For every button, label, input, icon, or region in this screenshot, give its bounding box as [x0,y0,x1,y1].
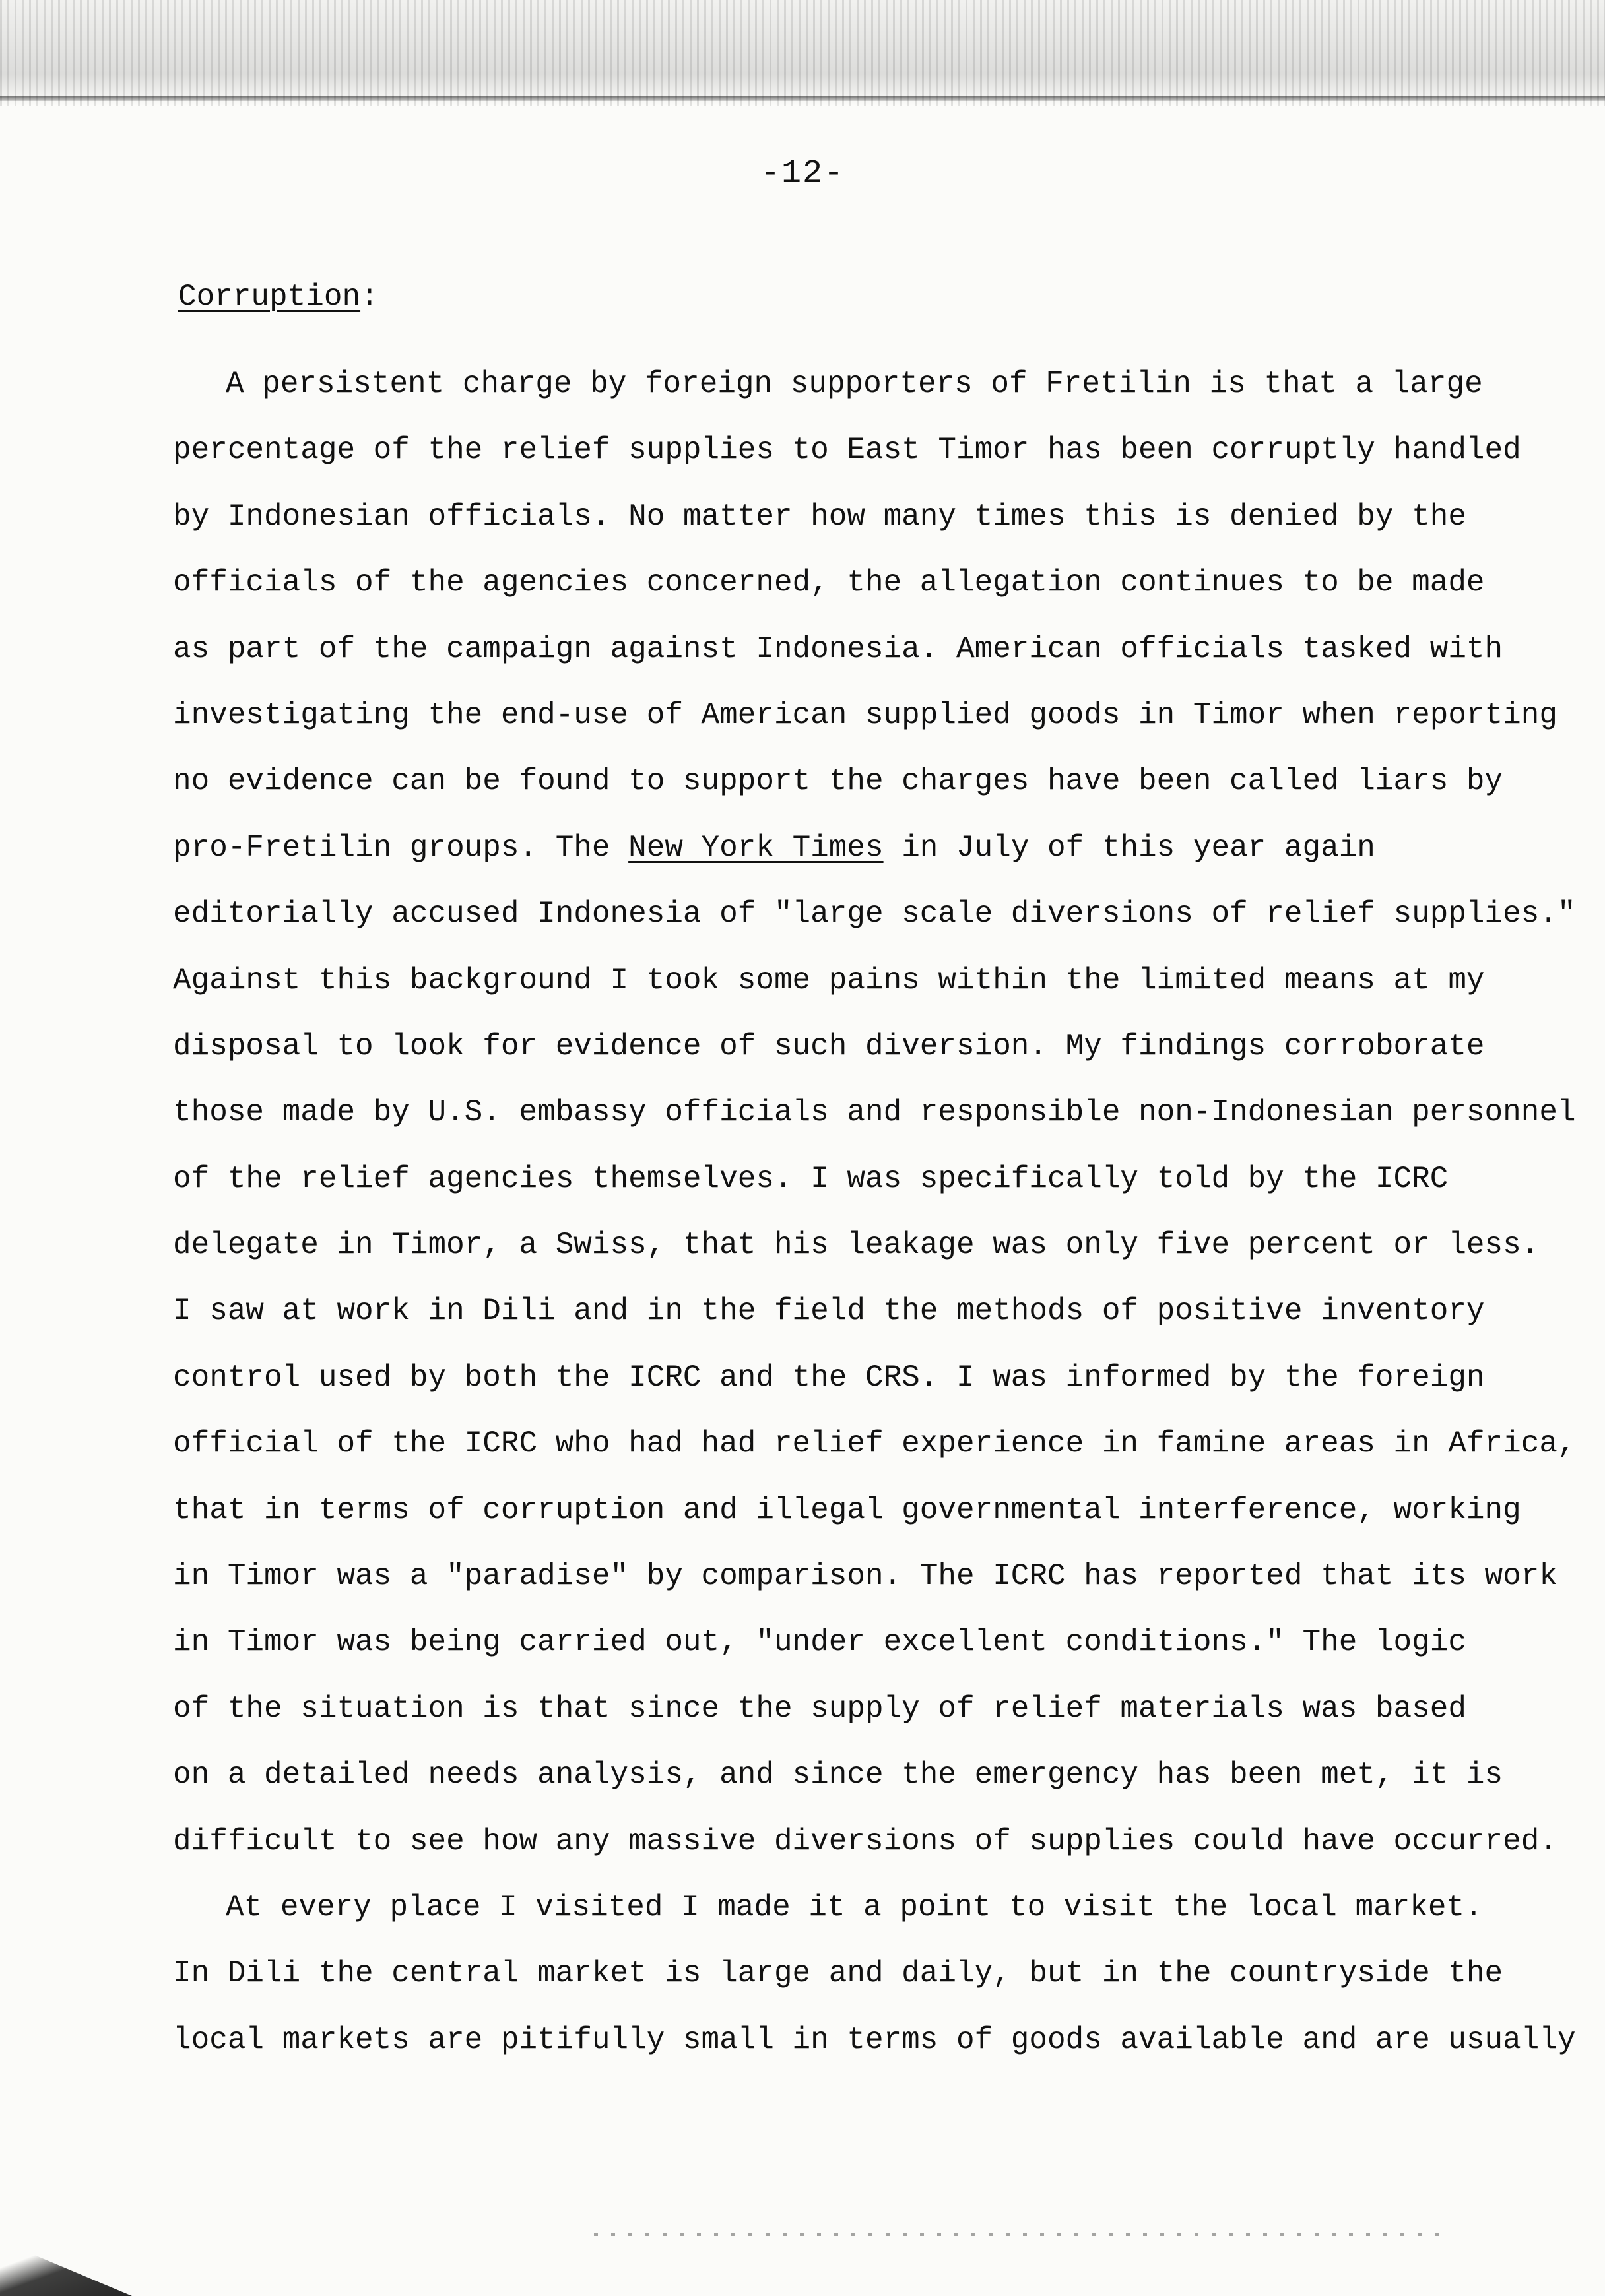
paragraph-line: control used by both the ICRC and the CRS. I was informed by the foreign [173,1360,1485,1395]
paragraph-line: of the relief agencies themselves. I was specifically told by the ICRC [173,1161,1449,1196]
paragraph-line: delegate in Timor, a Swiss, that his leakage was only five percent or less. [173,1228,1540,1263]
paragraph-line: officials of the agencies concerned, the allegation continues to be made [173,565,1485,600]
page-number: -12- [760,155,845,193]
section-heading [178,277,379,317]
scan-bottom-specks [594,2233,1452,2236]
line-text: in July of this year again [883,830,1375,865]
paragraph-line: on a detailed needs analysis, and since the emergency has been met, it is [173,1758,1503,1793]
paragraph-line: that in terms of corruption and illegal governmental interference, working [173,1492,1521,1527]
paragraph-line: percentage of the relief supplies to East Timor has been corruptly handled [173,433,1521,468]
paragraph-line: At every place I visited I made it a point to visit the local market. [226,1890,1483,1925]
body-text [173,351,1576,2073]
paragraph-line: of the situation is that since the supply of relief materials was based [173,1691,1466,1726]
scan-top-edge [0,0,1605,106]
paragraph-line: disposal to look for evidence of such diversion. My findings corroborate [173,1029,1485,1064]
paragraph-line [173,815,1532,881]
paragraph-line: In Dili the central market is large and daily, but in the countryside the [173,1956,1503,1991]
paragraph-line: in Timor was being carried out, "under excellent conditions." The logic [173,1625,1466,1660]
paragraph-line: difficult to see how any massive diversions of supplies could have occurred. [173,1824,1557,1859]
paragraph-line: Against this background I took some pains within the limited means at my [173,963,1485,998]
paragraph-line: editorially accused Indonesia of "large scale diversions of relief supplies." [173,897,1576,932]
paragraph-line: A persistent charge by foreign supporters of Fretilin is that a large [226,367,1483,401]
paragraph-line: those made by U.S. embassy officials and responsible non-Indonesian personnel [173,1095,1576,1130]
paragraph-line: by Indonesian officials. No matter how many times this is denied by the [173,499,1466,534]
paragraph-line: I saw at work in Dili and in the field the methods of positive inventory [173,1294,1485,1329]
paragraph-line: in Timor was a "paradise" by comparison. The ICRC has reported that its work [173,1559,1557,1594]
newspaper-title: New York Times [628,830,884,865]
line-text: pro-Fretilin groups. The [173,830,629,865]
paragraph-line: local markets are pitifully small in terms of goods available and are usually [173,2022,1576,2057]
scan-corner-mark [0,2217,132,2296]
section-heading-colon: : [360,280,379,314]
paragraph-line: no evidence can be found to support the charges have been called liars by [173,764,1503,799]
paragraph-line: official of the ICRC who had had relief experience in famine areas in Africa, [173,1426,1576,1461]
section-heading-text: Corruption [178,280,361,314]
scan-top-edge-line [0,96,1605,101]
paragraph-line: investigating the end-use of American supplied goods in Timor when reporting [173,697,1557,732]
paragraph-line: as part of the campaign against Indonesia. American officials tasked with [173,631,1503,666]
